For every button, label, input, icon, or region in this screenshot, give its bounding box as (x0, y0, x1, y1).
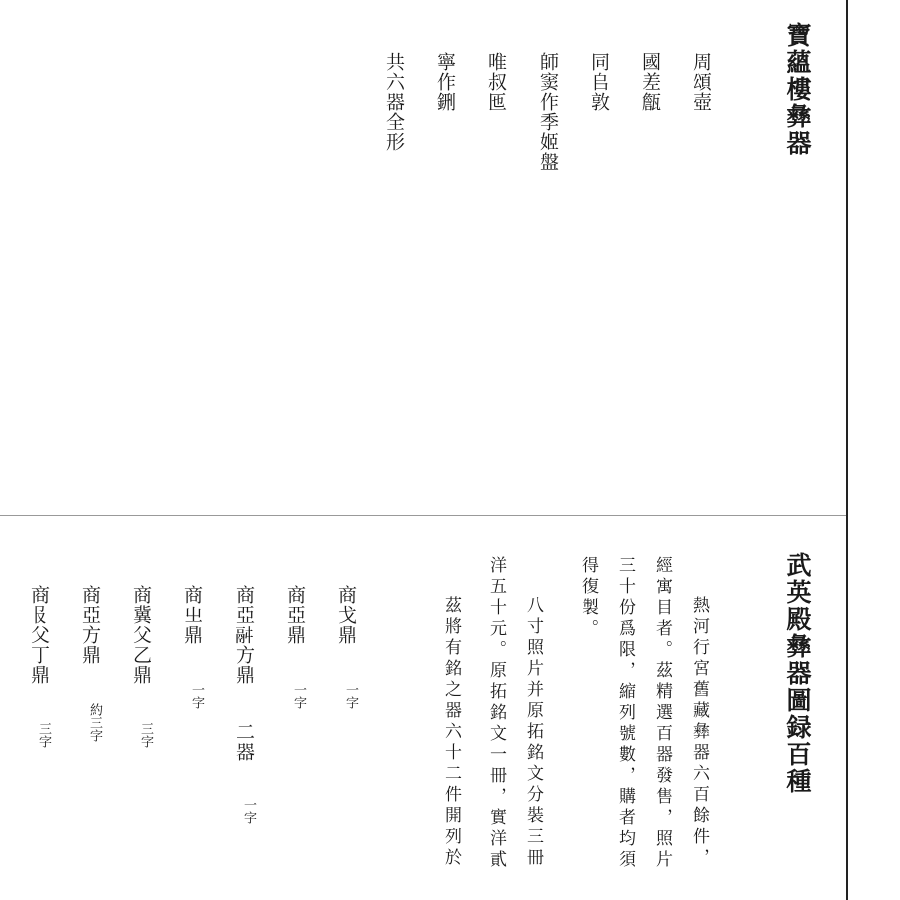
top-item-4: 師窦作季姬盤 (537, 52, 559, 172)
list-item-note: 三字 (36, 722, 51, 748)
top-item-5: 唯叔匜 (485, 52, 507, 112)
right-margin-rule (846, 0, 848, 900)
desc-line-2: 經寓目者。茲精選百器發售，照片 (652, 556, 672, 871)
list-item-note: 一字 (343, 683, 358, 709)
list-item-name: 商戈鼎 (335, 585, 357, 645)
list-item-note: 一字 (189, 683, 204, 709)
top-summary: 共六器全形 (383, 52, 405, 152)
list-item-note: 一字 (241, 798, 256, 824)
desc-line-3: 三十份爲限，縮列號數，購者均須 (615, 556, 635, 871)
list-item-note: 約三字 (87, 703, 102, 742)
list-item-note: 三字 (138, 722, 153, 748)
desc-line-6: 洋五十元。原拓銘文一冊，實洋貳 (486, 556, 506, 871)
bottom-section-title: 武英殿彝器圖録百種 (783, 552, 812, 795)
list-item-extra: 二器 (233, 722, 255, 762)
top-item-3: 同𠂤敦 (588, 52, 610, 112)
section-divider (0, 515, 846, 516)
top-section-title: 寶蘊樓彝器 (783, 22, 812, 157)
top-item-2: 國差甔 (639, 52, 661, 112)
list-item-name: 商亞𩰫方鼎 (233, 585, 255, 685)
list-item-name: 商亞鼎 (284, 585, 306, 645)
description-block (420, 540, 720, 900)
top-item-6: 寧作鉶 (434, 52, 456, 112)
desc-line-7: 茲將有銘之器六十二件開列於 (441, 596, 461, 869)
desc-line-5: 八寸照片并原拓銘文分裝三冊 (523, 596, 543, 869)
list-item-name: 商㞢鼎 (181, 585, 203, 645)
list-item-name: 商亞方鼎 (79, 585, 101, 665)
desc-line-4: 得復製。 (578, 556, 598, 640)
top-item-1: 周頌壺 (690, 52, 712, 112)
desc-line-1: 熱河行宮舊藏彝器六百餘件， (689, 596, 709, 869)
list-item-name: 商𠬝父丁鼎 (28, 585, 50, 685)
list-item-name: 商冀父乙鼎 (130, 585, 152, 685)
list-item-note: 一字 (291, 683, 306, 709)
